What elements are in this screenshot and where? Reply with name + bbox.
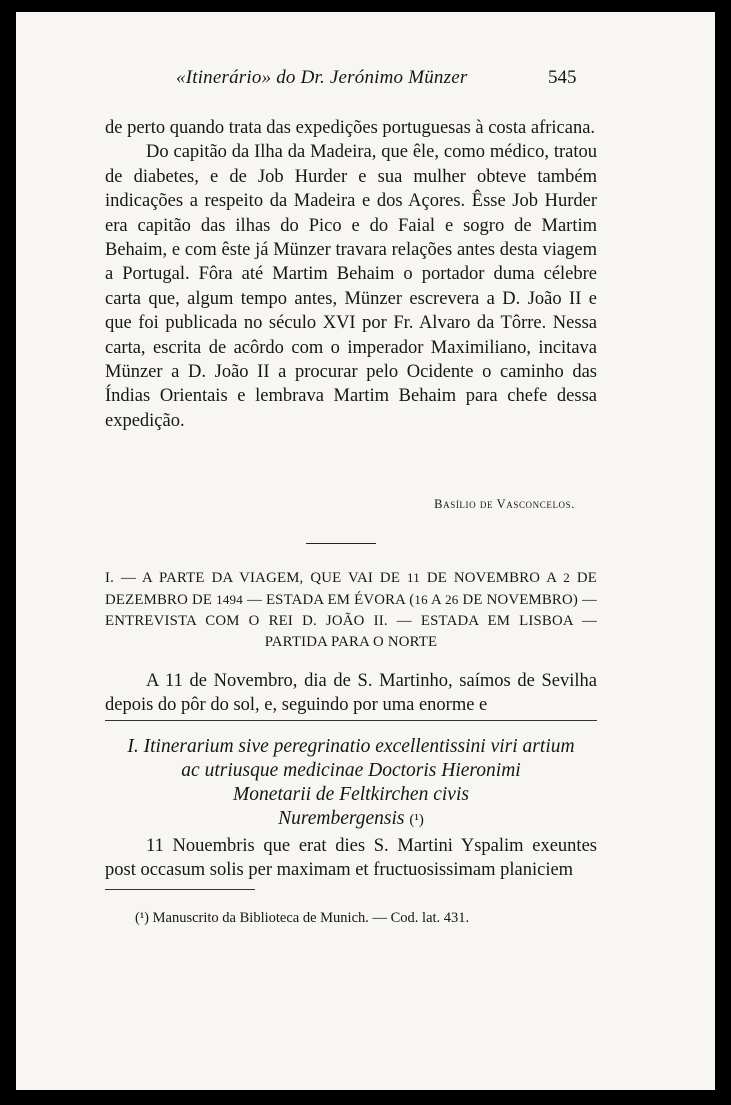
paragraph-translation: A 11 de Novembro, dia de S. Martinho, saímos de Sevilha depois do pôr do sol, e, seguindo por uma enorme e xyxy=(105,671,597,716)
book-page xyxy=(16,12,715,1090)
paragraph-madeira: Do capitão da Ilha da Madeira, que êle, como médico, tratou de diabetes, e de Job Hurder e sua mulher obteve também indicações a respeito da Madeira e dos Açores. Êsse Job Hurder era capitão das ilhas do Pico e do Faial e sogro de Martim Behaim, e com êste já Münzer travara relações antes desta viagem a Portugal. Fôra até Martim Behaim o portador duma célebre carta que, algum tempo antes, Münzer escrevera a D. João II e que foi publicada no século XVI por Fr. Alvaro da Tôrre. Nessa carta, escrita de acôrdo com o imperador Maximiliano, incitava Münzer a D. João II a procurar pelo Ocidente o caminho das Índias Orientais e lembrava Martim Behaim para chefe dessa expedição. xyxy=(105,142,597,431)
intro-text xyxy=(105,116,597,433)
footnote-reference: (¹) xyxy=(409,812,424,828)
latin-title xyxy=(105,735,597,832)
latin-title-line: ac utriusque medicinae Doctoris Hieronimi xyxy=(181,760,521,781)
section-heading: I. — A PARTE DA VIAGEM, QUE VAI DE 11 DE NOVEMBRO A 2 DE DEZEMBRO DE 1494 — ESTADA EM ÉVORA (16 A 26 DE NOVEMBRO) — ENTREVISTA COM O REI D. JOÃO II. — ESTADA EM LISBOA — PARTIDA PARA O NORTE xyxy=(105,570,598,650)
translation-text xyxy=(105,669,597,718)
footnote xyxy=(135,909,469,927)
running-header xyxy=(16,67,715,95)
text-divider xyxy=(105,720,597,721)
paragraph-continued: de perto quando trata das expedições portuguesas à costa africana. xyxy=(105,118,596,138)
footnote-rule xyxy=(105,889,255,890)
footnote-marker: (¹) xyxy=(135,910,150,926)
footnote-text: Manuscrito da Biblioteca de Munich. — Cod. lat. 431. xyxy=(149,910,470,926)
latin-title-line: I. Itinerarium sive peregrinatio excellentissini viri artium xyxy=(127,736,575,757)
latin-paragraph: 11 Nouembris que erat dies S. Martini Yspalim exeuntes post occasum solis per maximam et fructuosissimam planiciem xyxy=(105,836,597,881)
page-number: 545 xyxy=(548,67,577,88)
running-title: «Itinerário» do Dr. Jerónimo Münzer xyxy=(176,67,468,88)
author-signature: Basílio de Vasconcelos. xyxy=(434,497,575,511)
latin-title-line: Nurembergensis (¹) xyxy=(278,808,424,829)
latin-title-line: Monetarii de Feltkirchen civis xyxy=(233,784,469,805)
section-divider xyxy=(306,543,376,544)
